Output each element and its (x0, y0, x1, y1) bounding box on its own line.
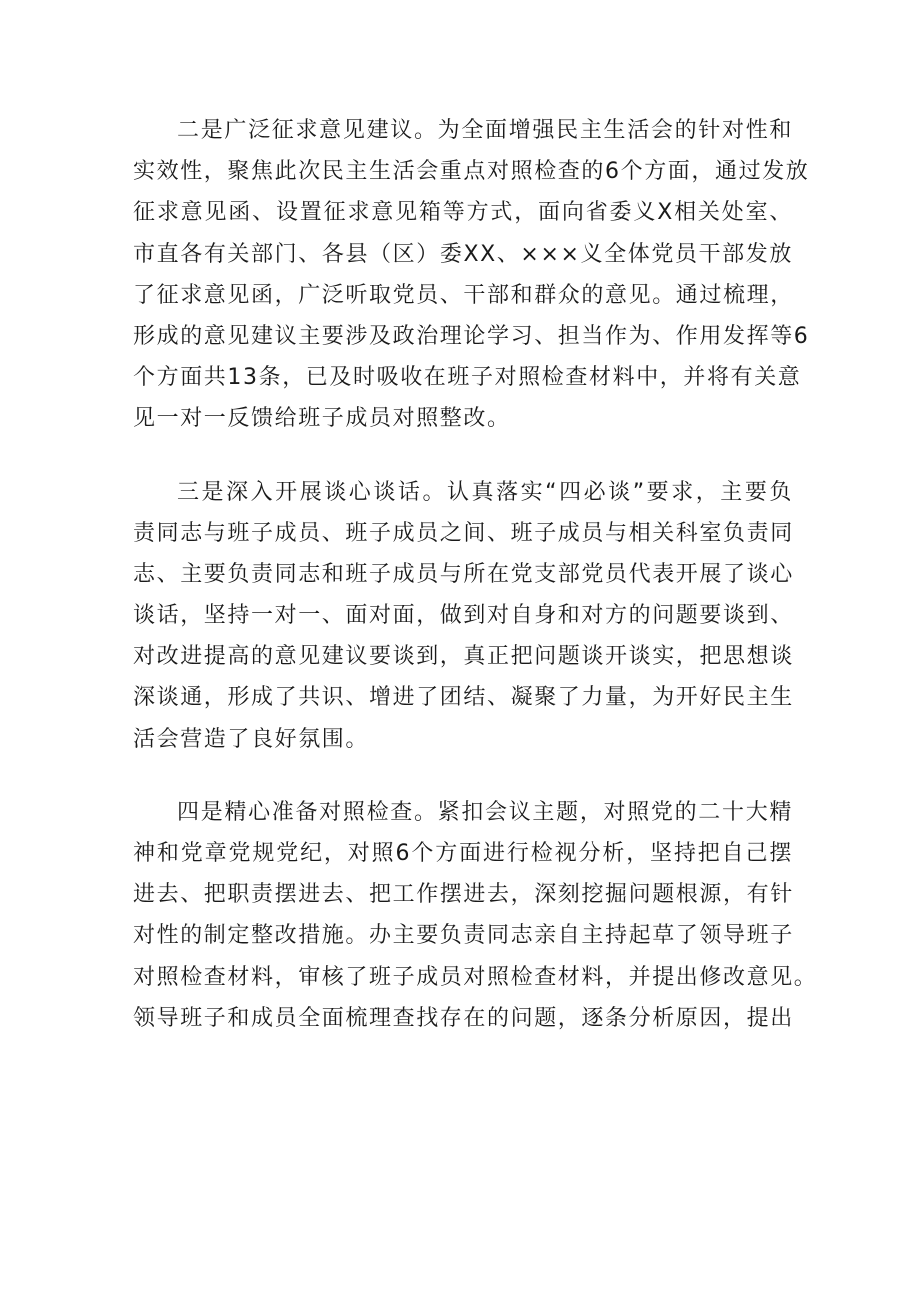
text-line: 二是广泛征求意见建议。为全面增强民主生活会的针对性和 (177, 118, 793, 143)
text-line: 市直各有关部门、各县（区）委XX、×××义全体党员干部发放 (133, 241, 793, 267)
text-line: 深谈通，形成了共识、增进了团结、凝聚了力量，为开好民主生 (133, 685, 794, 711)
document-body (133, 110, 818, 1071)
text-line: 对性的制定整改措施。办主要负责同志亲自主持起草了领导班子 (133, 923, 794, 949)
text-line: 活会营造了良好氛围。 (133, 726, 370, 752)
text-line: 三是深入开展谈心谈话。认真落实“四必谈”要求，主要负 (177, 479, 793, 505)
text-line: 形成的意见建议主要涉及政治理论学习、担当作为、作用发挥等6 (133, 323, 810, 349)
text-line: 责同志与班子成员、班子成员之间、班子成员与相关科室负责同 (133, 520, 794, 546)
text-line: 领导班子和成员全面梳理查找存在的问题，逐条分析原因，提出 (133, 1005, 794, 1031)
text-line: 进去、把职责摆进去、把工作摆进去，深刻挖掘问题根源，有针 (133, 882, 794, 908)
text-line: 见一对一反馈给班子成员对照整改。 (133, 406, 511, 432)
text-line: 谈话，坚持一对一、面对面，做到对自身和对方的问题要谈到、 (133, 603, 794, 629)
text-line: 四是精心准备对照检查。紧扣会议主题，对照党的二十大精 (177, 799, 793, 825)
text-line: 对照检查材料，审核了班子成员对照检查材料，并提出修改意见。 (133, 964, 818, 990)
text-line: 征求意见函、设置征求意见箱等方式，面向省委义X相关处室、 (133, 200, 793, 226)
text-line: 志、主要负责同志和班子成员与所在党支部党员代表开展了谈心 (133, 561, 794, 587)
paragraph-solicit-opinions (133, 110, 810, 440)
text-line: 了征求意见函，广泛听取党员、干部和群众的意见。通过梳理， (133, 282, 794, 308)
paragraph-self-examination (133, 792, 818, 1039)
text-line: 对改进提高的意见建议要谈到，真正把问题谈开谈实，把思想谈 (133, 644, 794, 670)
text-line: 神和党章党规党纪，对照6个方面进行检视分析，坚持把自己摆 (133, 841, 793, 866)
text-line: 实效性，聚焦此次民主生活会重点对照检查的6个方面，通过发放 (133, 159, 810, 185)
text-line: 个方面共13条，已及时吸收在班子对照检查材料中，并将有关意 (133, 365, 802, 391)
paragraph-heart-to-heart-talks (133, 472, 793, 760)
